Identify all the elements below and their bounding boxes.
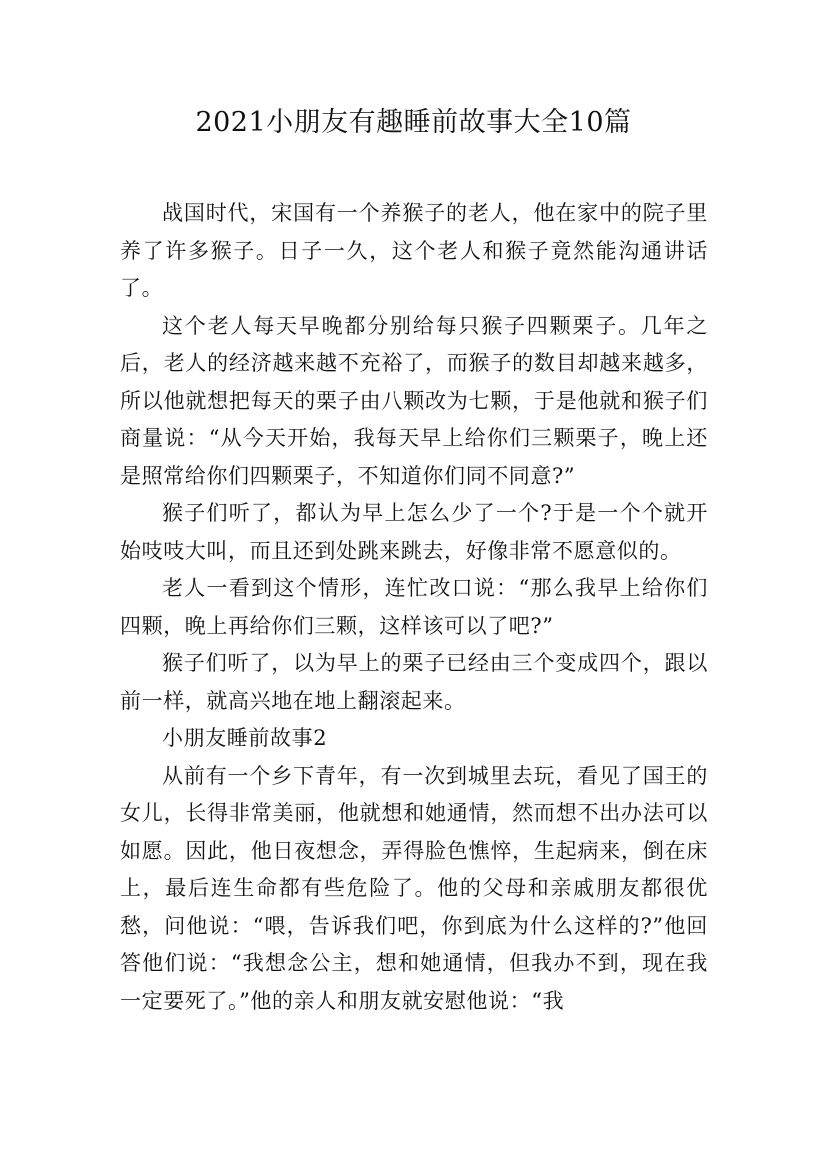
section-heading: 小朋友睡前故事2: [162, 726, 328, 750]
paragraph: 猴子们听了，都认为早上怎么少了一个?于是一个个就开始吱吱大叫，而且还到处跳来跳去，好像非常不愿意似的。: [120, 501, 708, 563]
paragraph: 猴子们听了，以为早上的栗子已经由三个变成四个，跟以前一样，就高兴地在地上翻滚起来。: [120, 651, 708, 713]
document-body: [120, 195, 708, 1020]
paragraph: 这个老人每天早晚都分别给每只猴子四颗栗子。几年之后，老人的经济越来越不充裕了，而猴子的数目却越来越多，所以他就想把每天的栗子由八颗改为七颗，于是他就和猴子们商量说：“从今天开始，我每天早上给你们三颗栗子，晚上还是照常给你们四颗栗子，不知道你们同不同意?”: [120, 313, 708, 488]
paragraph: 老人一看到这个情形，连忙改口说：“那么我早上给你们四颗，晚上再给你们三颗，这样该可以了吧?”: [120, 576, 708, 638]
document-title: 2021小朋友有趣睡前故事大全10篇: [195, 107, 632, 138]
paragraph: 从前有一个乡下青年，有一次到城里去玩，看见了国王的女儿，长得非常美丽，他就想和她通情，然而想不出办法可以如愿。因此，他日夜想念，弄得脸色憔悴，生起病来，倒在床上，最后连生命都有些危险了。他的父母和亲戚朋友都很优愁，问他说：“喂，告诉我们吧，你到底为什么这样的?”他回答他们说：“我想念公主，想和她通情，但我办不到，现在我一定要死了。”他的亲人和朋友就安慰他说：“我: [120, 763, 708, 1013]
paragraph: 战国时代，宋国有一个养猴子的老人，他在家中的院子里养了许多猴子。日子一久，这个老人和猴子竟然能沟通讲话了。: [120, 201, 708, 300]
